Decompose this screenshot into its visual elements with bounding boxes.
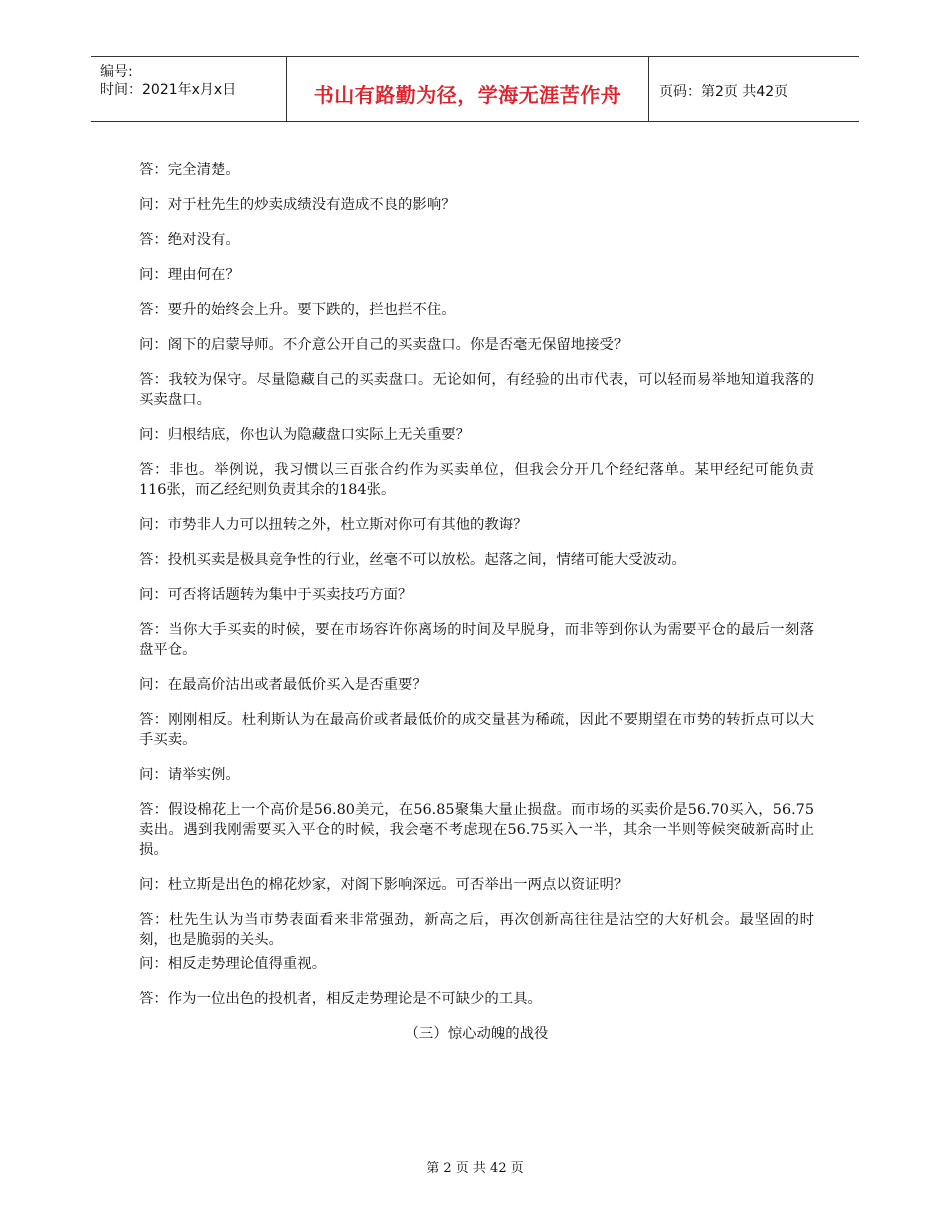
paragraph: 答：非也。举例说，我习惯以三百张合约作为买卖单位，但我会分开几个经纪落单。某甲经纪可能负责116张，而乙经纪则负责其余的184张。: [139, 462, 814, 498]
paragraph: 问：相反走势理论值得重视。: [139, 956, 327, 972]
paragraph: 答：绝对没有。: [139, 232, 240, 248]
document-time-label: 时间：2021年x月x日: [100, 82, 237, 98]
header-page-cell: [649, 57, 859, 121]
header-motto: 书山有路勤为径，学海无涯苦作舟: [313, 83, 622, 107]
paragraph: 答：假设棉花上一个高价是56.80美元，在56.85聚集大量止损盘。而市场的买卖价是56.70买入，56.75卖出。遇到我刚需要买入平仓的时候，我会毫不考虑现在56.75买入一半，其余一半则等候突破新高时止损。: [139, 802, 814, 858]
paragraph: 问：对于杜先生的炒卖成绩没有造成不良的影响？: [139, 197, 456, 213]
header-motto-cell: [287, 57, 649, 121]
section-title: （三）惊心动魄的战役: [404, 1026, 549, 1042]
paragraph: 答：要升的始终会上升。要下跌的，拦也拦不住。: [139, 302, 456, 318]
paragraph: 答：投机买卖是极具竞争性的行业，丝毫不可以放松。起落之间，情绪可能大受波动。: [139, 552, 686, 568]
paragraph: 答：作为一位出色的投机者，相反走势理论是不可缺少的工具。: [139, 991, 542, 1007]
header-meta-cell: [91, 57, 287, 121]
paragraph: 问：在最高价沽出或者最低价买入是否重要？: [139, 677, 427, 693]
paragraph: 答：刚刚相反。杜利斯认为在最高价或者最低价的成交量甚为稀疏，因此不要期望在市势的转折点可以大手买卖。: [139, 712, 814, 748]
paragraph: 问：请举实例。: [139, 767, 240, 783]
paragraph: 问：杜立斯是出色的棉花炒家，对阁下影响深远。可否举出一两点以资证明？: [139, 877, 629, 893]
document-body: [139, 160, 814, 1044]
paragraph: 答：杜先生认为当市势表面看来非常强劲，新高之后，再次创新高往往是沽空的大好机会。最坚固的时刻，也是脆弱的关头。: [139, 912, 814, 948]
page-footer: 第 2 页 共 42 页: [426, 1161, 524, 1176]
paragraph: 问：理由何在？: [139, 267, 240, 283]
paragraph: 问：市势非人力可以扭转之外，杜立斯对你可有其他的教诲？: [139, 517, 528, 533]
paragraph: 问：可否将话题转为集中于买卖技巧方面？: [139, 587, 413, 603]
paragraph: 问：阁下的启蒙导师。不介意公开自己的买卖盘口。你是否毫无保留地接受？: [139, 337, 629, 353]
paragraph: 答：完全清楚。: [139, 162, 240, 178]
document-header: [91, 56, 859, 122]
header-page-info: 页码：第2页 共42页: [659, 84, 789, 100]
paragraph: 答：我较为保守。尽量隐藏自己的买卖盘口。无论如何，有经验的出市代表，可以轻而易举地知道我落的买卖盘口。: [139, 372, 814, 408]
paragraph: 问：归根结底，你也认为隐藏盘口实际上无关重要？: [139, 427, 470, 443]
document-number-label: 编号:: [100, 64, 133, 80]
paragraph: 答：当你大手买卖的时候，要在市场容许你离场的时间及早脱身，而非等到你认为需要平仓的最后一刻落盘平仓。: [139, 622, 814, 658]
